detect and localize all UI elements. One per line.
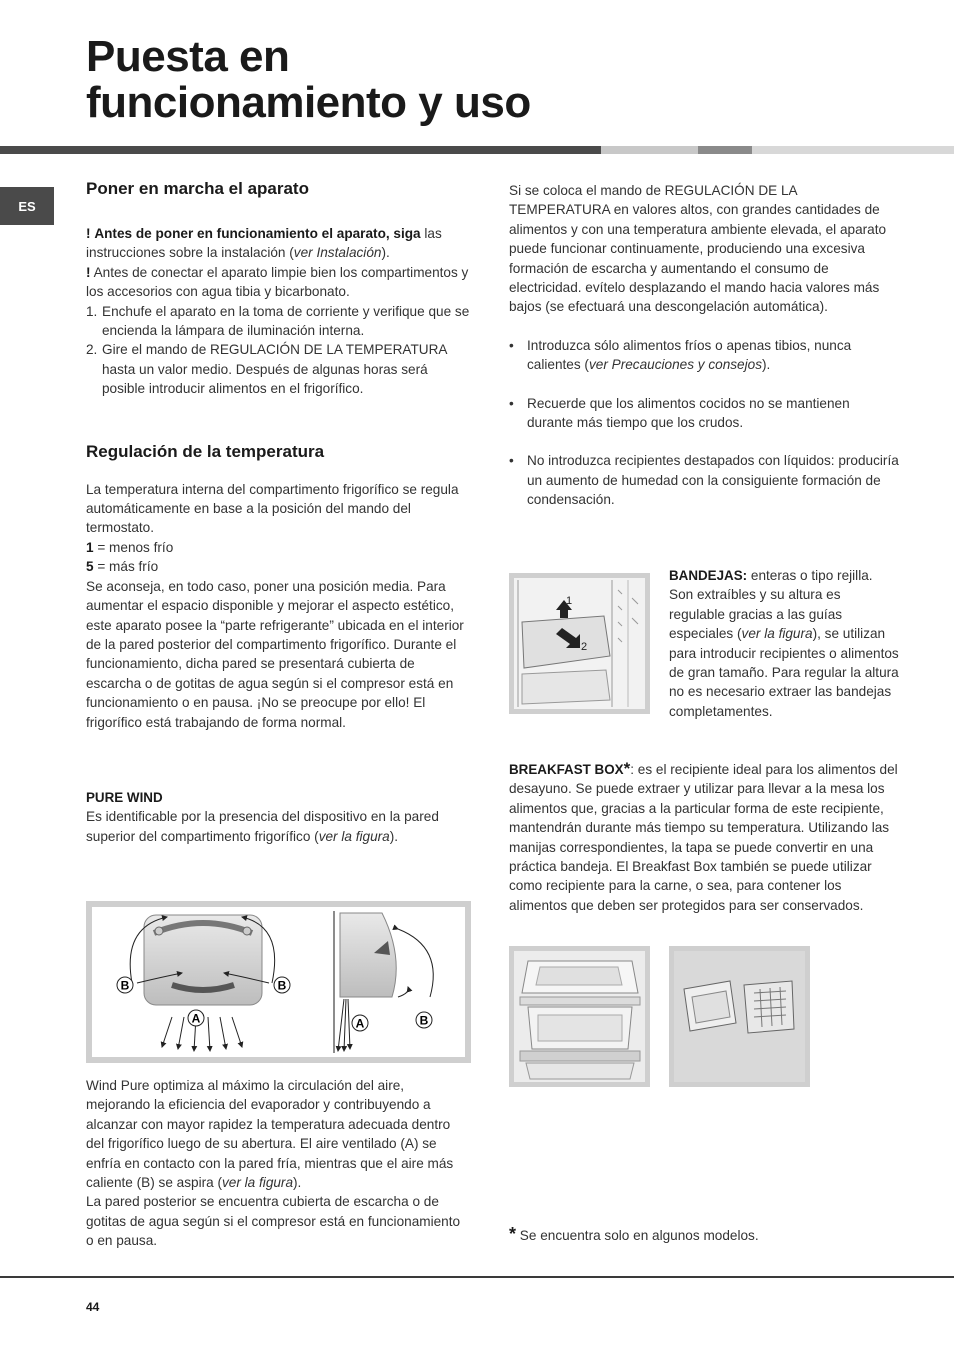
shelf-step-label-1: 1 [566,595,573,607]
footnote-text: Se encuentra solo en algunos modelos. [516,1228,759,1243]
warning-install-text-a: las instrucciones sobre la instalación ( [86,226,442,261]
breakfast-box-and-tray-diagram [674,951,805,1082]
bullet-item [509,451,899,509]
breakfast-box-installed-diagram [514,951,645,1082]
bullet-text-a: Introduzca sólo alimentos fríos o apenas tibios, nunca calientes ( [527,337,852,373]
pure-wind-text-a: Es identificable por la presencia del dispositivo en la pared superior del compartimento frigorífico ( [86,809,439,844]
setting-number: 5 [86,559,94,575]
setting-number: 1 [86,539,94,555]
trays-paragraph [669,566,899,721]
page-number: 44 [86,1300,100,1314]
wind-pure-italic: ver la figura [222,1175,294,1191]
warning-mark: ! [86,264,91,280]
page-title-line1: Puesta en [86,32,290,81]
pure-wind-intro [86,807,470,846]
airflow-arrow-icon [398,987,408,997]
bullet-text-b: ). [762,357,771,373]
step-text: Enchufe el aparato en la toma de corriente y verifique que se encienda la lámpara de iluminación interna. [102,303,470,339]
bullet-mark: • [509,453,514,469]
setting-text: = menos frío [93,539,174,555]
availability-star: * [623,759,631,778]
footnote [509,1224,759,1245]
pure-wind-heading: PURE WIND [86,789,163,805]
breakfast-box-tray-figure [669,946,810,1087]
section-heading-temperature: Regulación de la temperatura [86,441,325,461]
bullet-text: Recuerde que los alimentos cocidos no se mantienen durante más tiempo que los crudos. [527,395,850,431]
shelf-diagram [514,578,645,709]
step-number: 2. [86,342,98,358]
warning-install-text-b: ). [381,245,390,261]
right-column [509,181,899,510]
wind-pure-paragraph [86,1076,470,1192]
pure-wind-diagram [92,907,465,1057]
warning-install-italic: ver Instalación [293,245,382,261]
trays-text-a: enteras o tipo rejilla. Son extraíbles y su altura es regulable gracias a las guías especiales ( [669,568,873,642]
step-number: 1. [86,303,98,319]
setting-text: = más frío [93,559,159,575]
language-tab [0,187,54,225]
page-title [86,34,531,126]
breakfast-box-text: : es el recipiente ideal para los alimentos del desayuno. Se puede extraer y utilizar para llevar a la mesa los alimentos que, gracias a la particular forma de este recipiente, mantendrán durante más tiempo su temperatura. Utilizando las manijas correspondientes, la tapa se puede convertir en una práctica bandeja. El Breakfast Box también se puede utilizar como recipiente para la carne, o sea, para contener los alimentos que deben ser protegidos para ser conservados. [509,762,898,913]
breakfast-box-in-fridge-figure [509,946,650,1087]
pure-wind-italic: ver la figura [318,828,390,844]
label-a-text: A [191,1011,201,1026]
temperature-intro: La temperatura interna del compartimento frigorífico se regula automáticamente en base a la posición del mando del termostato. [86,481,459,536]
warning-clean [86,263,470,302]
breakfast-box-description [509,759,899,915]
bullet-italic: ver Precauciones y consejos [588,357,762,373]
label-a-text: A [355,1016,365,1031]
screw-icon [155,927,163,935]
bullet-mark: • [509,337,514,353]
start-steps [86,302,470,399]
step-item [86,302,470,341]
temperature-advice: Se aconseja, en todo caso, poner una posición media. Para aumentar el espacio disponible y mejorar el aspecto estético, este aparato posee la “parte refrigerante” ubicada en el interior de la pared posterior del compartimento frigorífico. Durante el funcionamiento, dicha pared se presentará cubierta de escarcha o de gotitas de agua según si el compresor está en funcionamiento o en pausa. ¡No se preocupe por ello! El frigorífico está trabajando de forma normal. [86,578,464,730]
footer-rule [0,1276,954,1278]
bullet-mark: • [509,395,514,411]
breakfast-box-label: BREAKFAST BOX [509,762,624,777]
temperature-setting-5 [86,557,470,576]
wind-pure-paragraph-2: La pared posterior se encuentra cubierta de escarcha o de gotitas de agua según si el compresor está en funcionamiento o en pausa. [86,1194,461,1249]
header-bar-gray [698,146,752,154]
left-column [86,178,470,846]
warning-mark: ! [86,226,91,241]
trays-description [669,566,899,721]
label-b-text: B [277,978,287,993]
temperature-setting-1 [86,538,470,557]
header-bar-mid [601,146,698,154]
trays-text-b: ), se utilizan para introducir recipientes o alimentos de gran tamaño. Para regular la altura no es necesario extraer las bandejas completamentes. [669,626,899,719]
warning-clean-text: Antes de conectar el aparato limpie bien los compartimentos y los accesorios con agua tibia y bicarbonato. [86,264,469,300]
step-item [86,340,470,398]
language-code: ES [18,198,36,214]
bullet-item [509,336,899,375]
step-text: Gire el mando de REGULACIÓN DE LA TEMPERATURA hasta un valor medio. Después de algunas horas será posible introducir alimentos en el frigorífico. [102,342,447,397]
bullet-text: No introduzca recipientes destapados con líquidos: produciría un aumento de humedad con la consiguiente formación de condensación. [527,453,899,508]
cold-air-side-arrows-icon [338,999,350,1051]
screw-icon [243,927,251,935]
header-bar-light [752,146,954,154]
page-title-line2: funcionamiento y uso [86,78,531,127]
wind-pure-text-b: ). [293,1175,302,1191]
header-bar-dark [0,146,601,154]
section-heading-start: Poner en marcha el aparato [86,179,309,198]
warning-install-bold: Antes de poner en funcionamiento el aparato, siga [94,226,421,241]
label-b-text: B [419,1013,429,1028]
grill-tray [744,981,794,1033]
label-b-text: B [120,978,130,993]
trays-italic: ver la figura [741,626,813,642]
shelf-rail [520,997,640,1005]
shelf-step-label-2: 2 [581,641,588,653]
airflow-arrow-icon [398,929,433,997]
wind-pure-text-a: Wind Pure optimiza al máximo la circulación del aire, mejorando la eficiencia del evaporador y contribuyendo a alcanzar con mayor rapidez la temperatura adecuada dentro del frigorífico luego de su abertura. El aire ventilado (A) se enfría en contacto con la pared fría, mientras que el aire más caliente (B) se aspira ( [86,1078,454,1191]
wind-pure-description [86,1076,470,1251]
high-temperature-warning: Si se coloca el mando de REGULACIÓN DE LA TEMPERATURA en valores altos, con grandes cantidades de alimentos y con una temperatura ambiente elevada, el aparato puede funcionar continuamente, produciendo una excesiva formación de escarcha y aumentando el consumo de electricidad. evítelo desplazando el mando hacia valores más bajos (se efectuará una descongelación automática). [509,183,887,315]
pure-wind-text-b: ). [389,828,399,844]
pure-wind-figure [86,901,471,1063]
vent-unit-side [340,913,396,997]
warning-install [86,224,470,263]
lower-shelf [522,670,610,704]
trays-label: BANDEJAS: [669,568,748,583]
footnote-star: * [509,1224,517,1244]
bullet-item [509,394,899,433]
shelf-figure [509,573,650,714]
breakfast-box-paragraph [509,759,899,915]
